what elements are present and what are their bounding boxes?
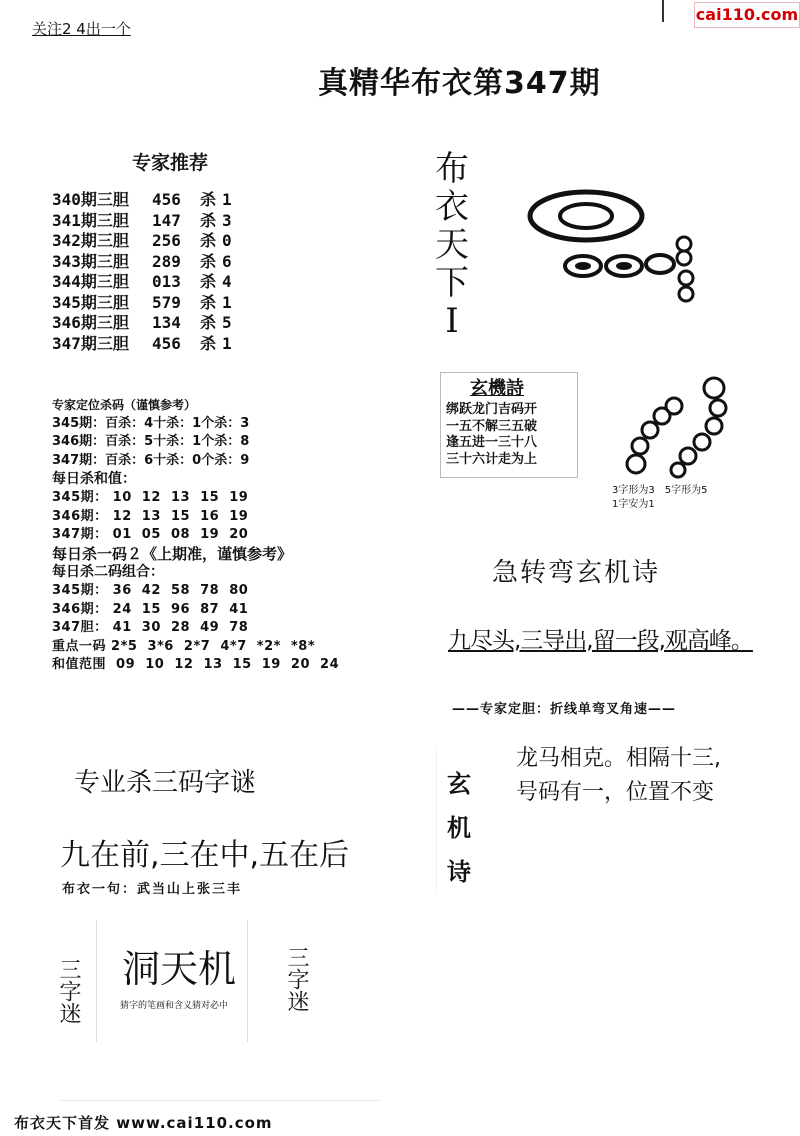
expert-period: 341期三胆 bbox=[52, 210, 129, 230]
issue-title: 真精华布衣第347期 bbox=[318, 66, 601, 101]
kill-two-row: 345期： 36 42 58 78 80 bbox=[52, 582, 249, 598]
xuanji-line: 绑跃龙门吉码开 bbox=[446, 402, 538, 417]
expert-period: 344期三胆 bbox=[52, 272, 129, 291]
expert-row bbox=[52, 334, 232, 355]
expert-nums: 134 bbox=[152, 313, 181, 332]
site-badge[interactable]: cai110.com bbox=[694, 2, 800, 28]
expert-row bbox=[52, 272, 232, 293]
expert-period: 346期三胆 bbox=[52, 313, 129, 332]
kill-number: 6 bbox=[222, 251, 232, 271]
sanzi-label-left: 三字迷 bbox=[56, 958, 81, 1024]
kill-stats-block bbox=[52, 396, 339, 675]
kill-label: 杀 bbox=[200, 292, 217, 312]
expert-period: 342期三胆 bbox=[52, 231, 129, 250]
expert-period: 345期三胆 bbox=[52, 292, 129, 312]
dongtianji-note: 猜字的笔画和含义猜对必中 bbox=[120, 1001, 229, 1011]
footer-text: 布衣天下首发 www.cai110.com bbox=[14, 1114, 273, 1132]
dongtianji-title: 洞天机 bbox=[122, 947, 237, 991]
expert-nums: 456 bbox=[152, 190, 181, 209]
buyi-one-line: 布衣一句：武当山上张三丰 bbox=[62, 882, 243, 897]
kill-label: 杀 bbox=[200, 333, 217, 353]
riddle-line: 九在前,三在中,五在后 bbox=[60, 838, 350, 873]
expert-nums: 456 bbox=[152, 333, 181, 353]
xuanji-shi-vertical: 玄机诗 bbox=[447, 770, 471, 886]
kill-label: 杀 bbox=[200, 190, 217, 209]
kill-number: 1 bbox=[222, 333, 232, 353]
expert-row bbox=[52, 190, 232, 211]
shape-note-line: 3字形为3 5字形为5 bbox=[612, 485, 708, 496]
shape-note-line: 1字安为1 bbox=[612, 499, 655, 510]
kill-label: 杀 bbox=[200, 251, 217, 271]
expert-period: 340期三胆 bbox=[52, 190, 129, 209]
expert-row bbox=[52, 293, 232, 314]
expert-period: 347期三胆 bbox=[52, 333, 129, 353]
expert-dingdan-line: ——专家定胆：折线单弯叉角速—— bbox=[452, 702, 677, 717]
kill-number: 3 bbox=[222, 210, 232, 230]
xuanji-line: 三十六计走为上 bbox=[446, 451, 538, 467]
position-kill-title: 专家定位杀码（谨慎参考） bbox=[52, 398, 197, 412]
expert-list bbox=[52, 190, 232, 354]
kill-number: 5 bbox=[222, 313, 232, 332]
kill-label: 杀 bbox=[200, 210, 217, 230]
expert-row bbox=[52, 231, 232, 252]
position-kill-row: 345期：百杀：4十杀：1个杀：3 bbox=[52, 415, 250, 431]
divider bbox=[436, 750, 437, 890]
kill-one-line: 每日杀一码２《上期准，谨慎参考》 bbox=[52, 544, 293, 563]
top-note: 关注2 4出一个 bbox=[32, 20, 131, 38]
riddle-title: 专业杀三码字谜 bbox=[74, 768, 257, 798]
daily-sum-title: 每日杀和值： bbox=[52, 471, 136, 488]
sanzi-label-right: 三字迷 bbox=[284, 946, 309, 1012]
xuanji-shi-lines bbox=[516, 742, 721, 810]
kill-number: 1 bbox=[222, 292, 232, 312]
kill-label: 杀 bbox=[200, 272, 217, 291]
expert-heading: 专家推荐 bbox=[132, 152, 209, 174]
kill-two-row: 346期： 24 15 96 87 41 bbox=[52, 601, 249, 617]
xuanji-shi-line: 号码有一，位置不变 bbox=[516, 780, 715, 805]
key-one-line: 重点一码 2*5 3*6 2*7 4*7 *2* *8* bbox=[52, 638, 316, 654]
shape-note bbox=[612, 484, 707, 512]
xuanji-line: 逢五进一三十八 bbox=[446, 435, 538, 450]
expert-row bbox=[52, 211, 232, 232]
expert-row bbox=[52, 252, 232, 273]
footer-divider bbox=[60, 1100, 380, 1101]
expert-nums: 256 bbox=[152, 231, 181, 250]
kill-number: 4 bbox=[222, 272, 232, 291]
buyi-vertical-title: 布衣天下I bbox=[435, 149, 469, 341]
jizhuanwan-title: 急转弯玄机诗 bbox=[492, 558, 661, 588]
position-kill-row: 346期：百杀：5十杀：1个杀：8 bbox=[52, 434, 250, 450]
expert-nums: 579 bbox=[152, 292, 181, 312]
xuanji-shi-line: 龙马相克。相隔十三, bbox=[516, 746, 721, 771]
kill-label: 杀 bbox=[200, 231, 217, 250]
kill-two-title: 每日杀二码组合： bbox=[52, 564, 164, 581]
daily-sum-row: 347期： 01 05 08 19 20 bbox=[52, 527, 249, 543]
kill-number: 1 bbox=[222, 190, 232, 209]
coin-chain-icon bbox=[622, 372, 730, 480]
top-divider bbox=[662, 0, 664, 22]
xuanji-lines bbox=[446, 402, 537, 468]
coin-chain-icon bbox=[526, 186, 716, 308]
sum-range-line: 和值范围 09 10 12 13 15 19 20 24 bbox=[52, 657, 340, 673]
expert-nums: 147 bbox=[152, 210, 181, 230]
jizhuanwan-line: 九尽头,三导出,留一段,观高峰。 bbox=[448, 628, 753, 654]
xuanji-title: 玄機詩 bbox=[470, 378, 524, 399]
expert-nums: 289 bbox=[152, 251, 181, 271]
xuanji-line: 一五不解三五破 bbox=[446, 418, 538, 434]
daily-sum-row: 345期： 10 12 13 15 19 bbox=[52, 489, 249, 505]
position-kill-row: 347期：百杀：6十杀：0个杀：9 bbox=[52, 452, 250, 468]
kill-two-row: 347胆： 41 30 28 49 78 bbox=[52, 620, 249, 636]
kill-label: 杀 bbox=[200, 313, 217, 332]
daily-sum-row: 346期： 12 13 15 16 19 bbox=[52, 508, 249, 524]
expert-period: 343期三胆 bbox=[52, 251, 129, 271]
expert-row bbox=[52, 313, 232, 334]
expert-nums: 013 bbox=[152, 272, 181, 291]
kill-number: 0 bbox=[222, 231, 232, 250]
